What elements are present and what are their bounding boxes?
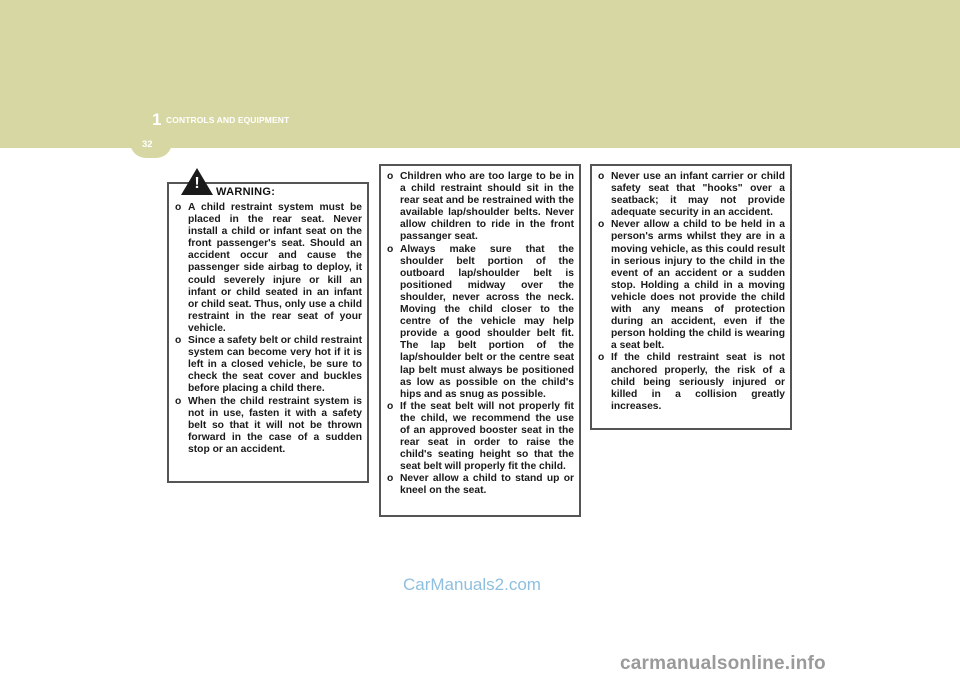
page-number: 32 [142,139,153,150]
notice-box-middle [379,164,581,517]
list-item-text: A child restraint system must be placed in the rear seat. Never install a child or infant seat on the front passenger's seat. Should an accident occur and cause the passenger side airbag to deploy, it could severely injure or kill an infant or child seated in an infant or child seat. Thus, only use a child restraint in the rear seat of your vehicle. [188,202,362,334]
list-item [598,219,785,352]
notice-list [381,166,579,498]
warning-title: WARNING: [216,186,276,198]
bullet-marker: o [387,473,394,485]
list-item-text: Never allow a child to stand up or kneel on the seat. [400,473,574,497]
bullet-marker: o [598,219,605,231]
bullet-marker: o [387,243,394,255]
chapter-title: CONTROLS AND EQUIPMENT [166,115,290,125]
chapter-number: 1 [152,110,162,129]
list-item-text: Children who are too large to be in a child restraint should sit in the rear seat and be restrained with the available lap/shoulder belts. Never allow children to ride in the front passanger seat. [400,171,574,243]
list-item [387,401,574,474]
exclamation-glyph: ! [194,175,200,192]
bullet-marker: o [387,171,394,182]
bullet-marker: o [175,202,182,213]
bullet-marker: o [598,352,605,364]
list-item-text: When the child restraint system is not in use, fasten it with a safety belt so that it will not be thrown forward in the case of a sudden stop or an accident. [188,395,362,455]
warning-box [167,182,369,483]
list-item [598,352,785,412]
notice-list [592,166,790,413]
list-item [387,171,574,244]
list-item [175,202,362,335]
list-item [175,396,362,456]
list-item-text: Always make sure that the shoulder belt portion of the outboard lap/shoulder belt is positioned midway over the shoulder, never across the neck. Moving the child closer to the centre of the vehicle may help provide a good shoulder belt fit. The lap belt portion of the lap/shoulder belt or the centre seat lap belt must always be positioned as low as possible on the child's hips and as snug as possible. [400,243,574,400]
list-item [175,335,362,395]
bullet-marker: o [598,171,605,182]
watermark-carmanuals2: CarManuals2.com [403,575,541,594]
list-item [598,171,785,219]
list-item-text: If the child restraint seat is not anchored properly, the risk of a child being seriously injured or killed in a collision greatly increases. [611,352,785,412]
list-item-text: Since a safety belt or child restraint system can become very hot if it is left in a closed vehicle, be sure to check the seat cover and buckles before placing a child there. [188,335,362,395]
list-item-text: Never allow a child to be held in a person's arms whilst they are in a moving vehicle, as this could result in serious injury to the child in the event of an accident or a sudden stop. Holding a child in a moving vehicle does not provide the child with any means of protection during an accident, even if the person holding the child is wearing a seat belt. [611,219,785,352]
warning-list [169,184,367,456]
watermark-carmanualsonline: carmanualsonline.info [620,653,826,674]
list-item [387,473,574,497]
bullet-marker: o [175,395,182,407]
bullet-marker: o [387,400,394,412]
bullet-marker: o [175,335,182,347]
notice-box-right [590,164,792,430]
list-item [387,244,574,401]
list-item-text: If the seat belt will not properly fit the child, we recommend the use of an approved booster seat in the rear seat in order to raise the child's seating height so that the seat belt will properly fit the child. [400,400,574,473]
list-item-text: Never use an infant carrier or child safety seat that "hooks" over a seatback; it may not provide adequate security in an accident. [611,171,785,219]
header-band [0,0,960,148]
